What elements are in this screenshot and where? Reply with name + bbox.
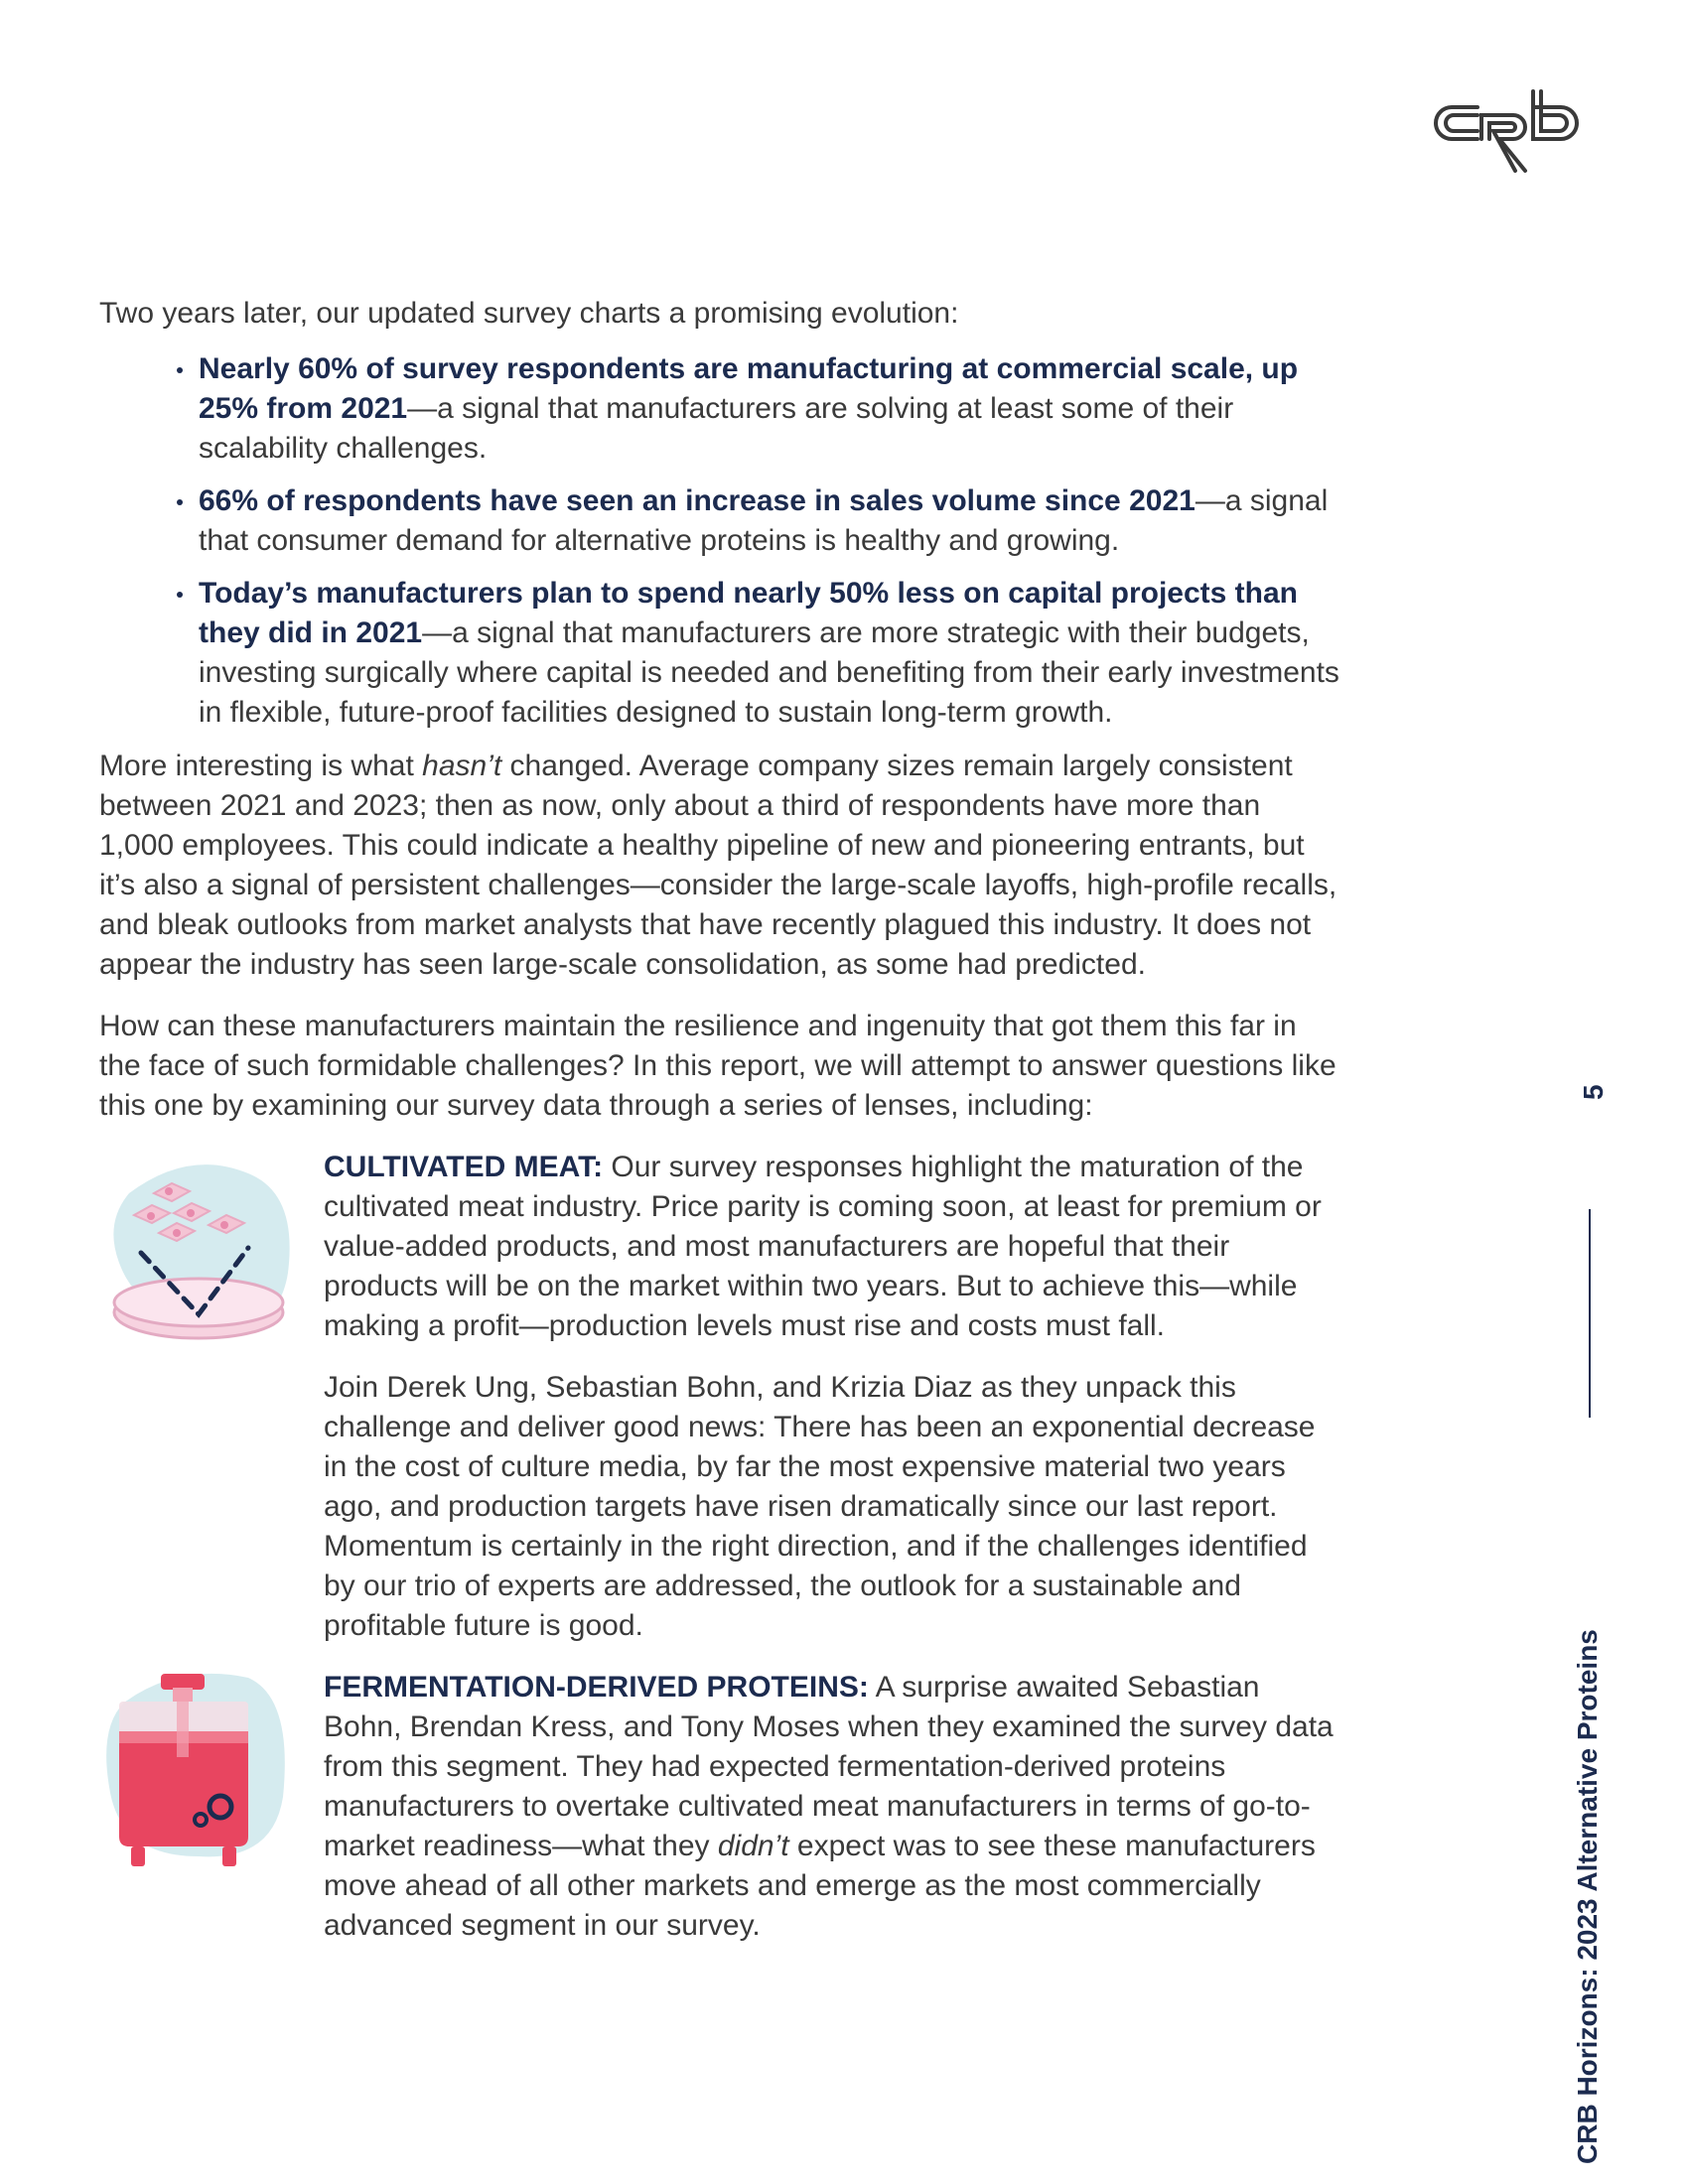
- list-item: Today’s manufacturers plan to spend nearly 50% less on capital projects than they did in 2021—a signal that manufacturers are more strategic with their budgets, investing surgically where capital is needed and benefiting from their early investments in flexible, future-proof facilities designed to sustain long-term growth.: [199, 574, 1340, 733]
- bioreactor-icon: [99, 1668, 298, 1886]
- list-item: 66% of respondents have seen an increase in sales volume since 2021—a signal that consumer demand for alternative proteins is healthy and growing.: [199, 481, 1340, 561]
- section-heading: FERMENTATION-DERIVED PROTEINS:: [324, 1671, 869, 1704]
- main-content: [99, 294, 1340, 1968]
- crb-logo: [1430, 79, 1589, 179]
- sidebar-divider: [1589, 1209, 1591, 1418]
- section-fermentation: FERMENTATION-DERIVED PROTEINS: A surprise awaited Sebastian Bohn, Brendan Kress, and Tony Moses when they examined the survey data from this segment. They had expected fermentation-derived proteins manufacturers to overtake cultivated meat manufacturers in terms of go-to-market readiness—what they didn’t expect was to see these manufacturers move ahead of all other markets and emerge as the most commercially advanced segment in our survey.: [99, 1668, 1340, 1946]
- paragraph-lenses: How can these manufacturers maintain the resilience and ingenuity that got them this far in the face of such formidable challenges? In this report, we will attempt to answer questions like this one by examining our survey data through a series of lenses, including:: [99, 1010, 1336, 1122]
- report-title: CRB Horizons: 2023 Alternative Proteins: [1572, 1629, 1603, 2164]
- page-number: 5: [1578, 1084, 1609, 1100]
- list-item: Nearly 60% of survey respondents are manufacturing at commercial scale, up 25% from 2021—a signal that manufacturers are solving at least some of their scalability challenges.: [199, 349, 1340, 469]
- section-heading: CULTIVATED MEAT:: [324, 1151, 604, 1183]
- section-cultivated-meat: CULTIVATED MEAT: Our survey responses highlight the maturation of the cultivated meat industry. Price parity is coming soon, at least for premium or value-added products, and most manufacturers are hopeful that their products will be on the market within two years. But to achieve this—while making a profit—production levels must rise and costs must fall. Join Derek Ung, Sebastian Bohn, and Krizia Diaz as they unpack this challenge and deliver good news: There has been an exponential decrease in the cost of culture media, by far the most expensive material two years ago, and production targets have risen dramatically since our last report. Momentum is certainly in the right direction, and if the challenges identified by our trio of experts are addressed, the outlook for a sustainable and profitable future is good.: [99, 1148, 1340, 1646]
- intro-text: Two years later, our updated survey charts a promising evolution:: [99, 297, 959, 330]
- petri-dish-icon: [99, 1154, 298, 1352]
- paragraph-unchanged: More interesting is what hasn’t changed. Average company sizes remain largely consistent between 2021 and 2023; then as now, only about a third of respondents have more than 1,000 employees. This could indicate a healthy pipeline of new and pioneering entrants, but it’s also a signal of persistent challenges—consider the large-scale layoffs, high-profile recalls, and bleak outlooks from market analysts that have recently plagued this industry. It does not appear the industry has seen large-scale consolidation, as some had predicted.: [99, 750, 1337, 981]
- sidebar: [1544, 1072, 1633, 2164]
- findings-list: [99, 349, 1340, 733]
